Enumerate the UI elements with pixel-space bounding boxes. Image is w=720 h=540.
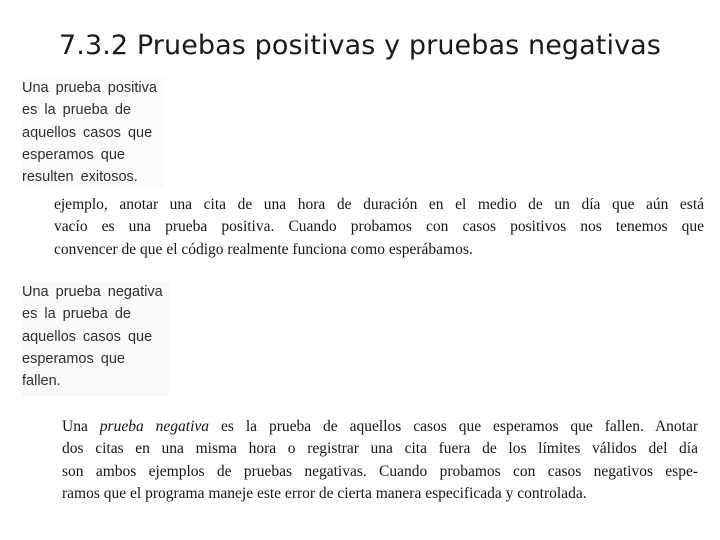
negative-definition-line: es la prueba de: [22, 306, 131, 323]
paragraph-line: ejemplo, anotar una cita de una hora de duración en el medio de un día que aún está: [54, 196, 704, 213]
paragraph-line: dos citas en una misma hora o registrar una cita fuera de los límites válidos del día: [62, 440, 698, 458]
negative-definition-line: Una prueba negativa: [22, 284, 163, 300]
positive-definition-line: aquellos casos que: [22, 124, 153, 141]
negative-definition-box: [22, 281, 169, 396]
paragraph-lead-word: Una: [62, 418, 88, 435]
positive-definition-line: esperamos que: [22, 146, 125, 163]
paragraph-line: [62, 416, 698, 438]
paragraph-line-rest: es la prueba de aquellos casos que esperamos que fallen. Anotar: [220, 418, 699, 435]
negative-definition-line: fallen.: [22, 373, 61, 390]
paragraph-line: vacío es una prueba positiva. Cuando probamos con casos positivos nos tenemos que: [54, 218, 704, 236]
positive-definition-box: [22, 77, 165, 188]
positive-definition-line: es la prueba de: [22, 102, 131, 119]
negative-definition-line: esperamos que: [22, 350, 125, 367]
italic-term: prueba negativa: [99, 418, 210, 435]
paragraph-line: son ambos ejemplos de pruebas negativas. Cuando probamos con casos negativos espe-: [62, 462, 698, 480]
negative-example-paragraph: [62, 416, 698, 505]
paragraph-line: convencer de que el código realmente funciona como esperábamos.: [54, 240, 473, 258]
positive-definition-line: Una prueba positiva: [22, 80, 157, 96]
slide-title: 7.3.2 Pruebas positivas y pruebas negativas: [59, 30, 661, 61]
positive-definition-line: resulten exitosos.: [22, 169, 138, 186]
negative-definition-line: aquellos casos que: [22, 328, 153, 345]
paragraph-line: ramos que el programa maneje este error de cierta manera especificada y controlada.: [62, 484, 587, 502]
positive-example-paragraph: [54, 194, 704, 261]
